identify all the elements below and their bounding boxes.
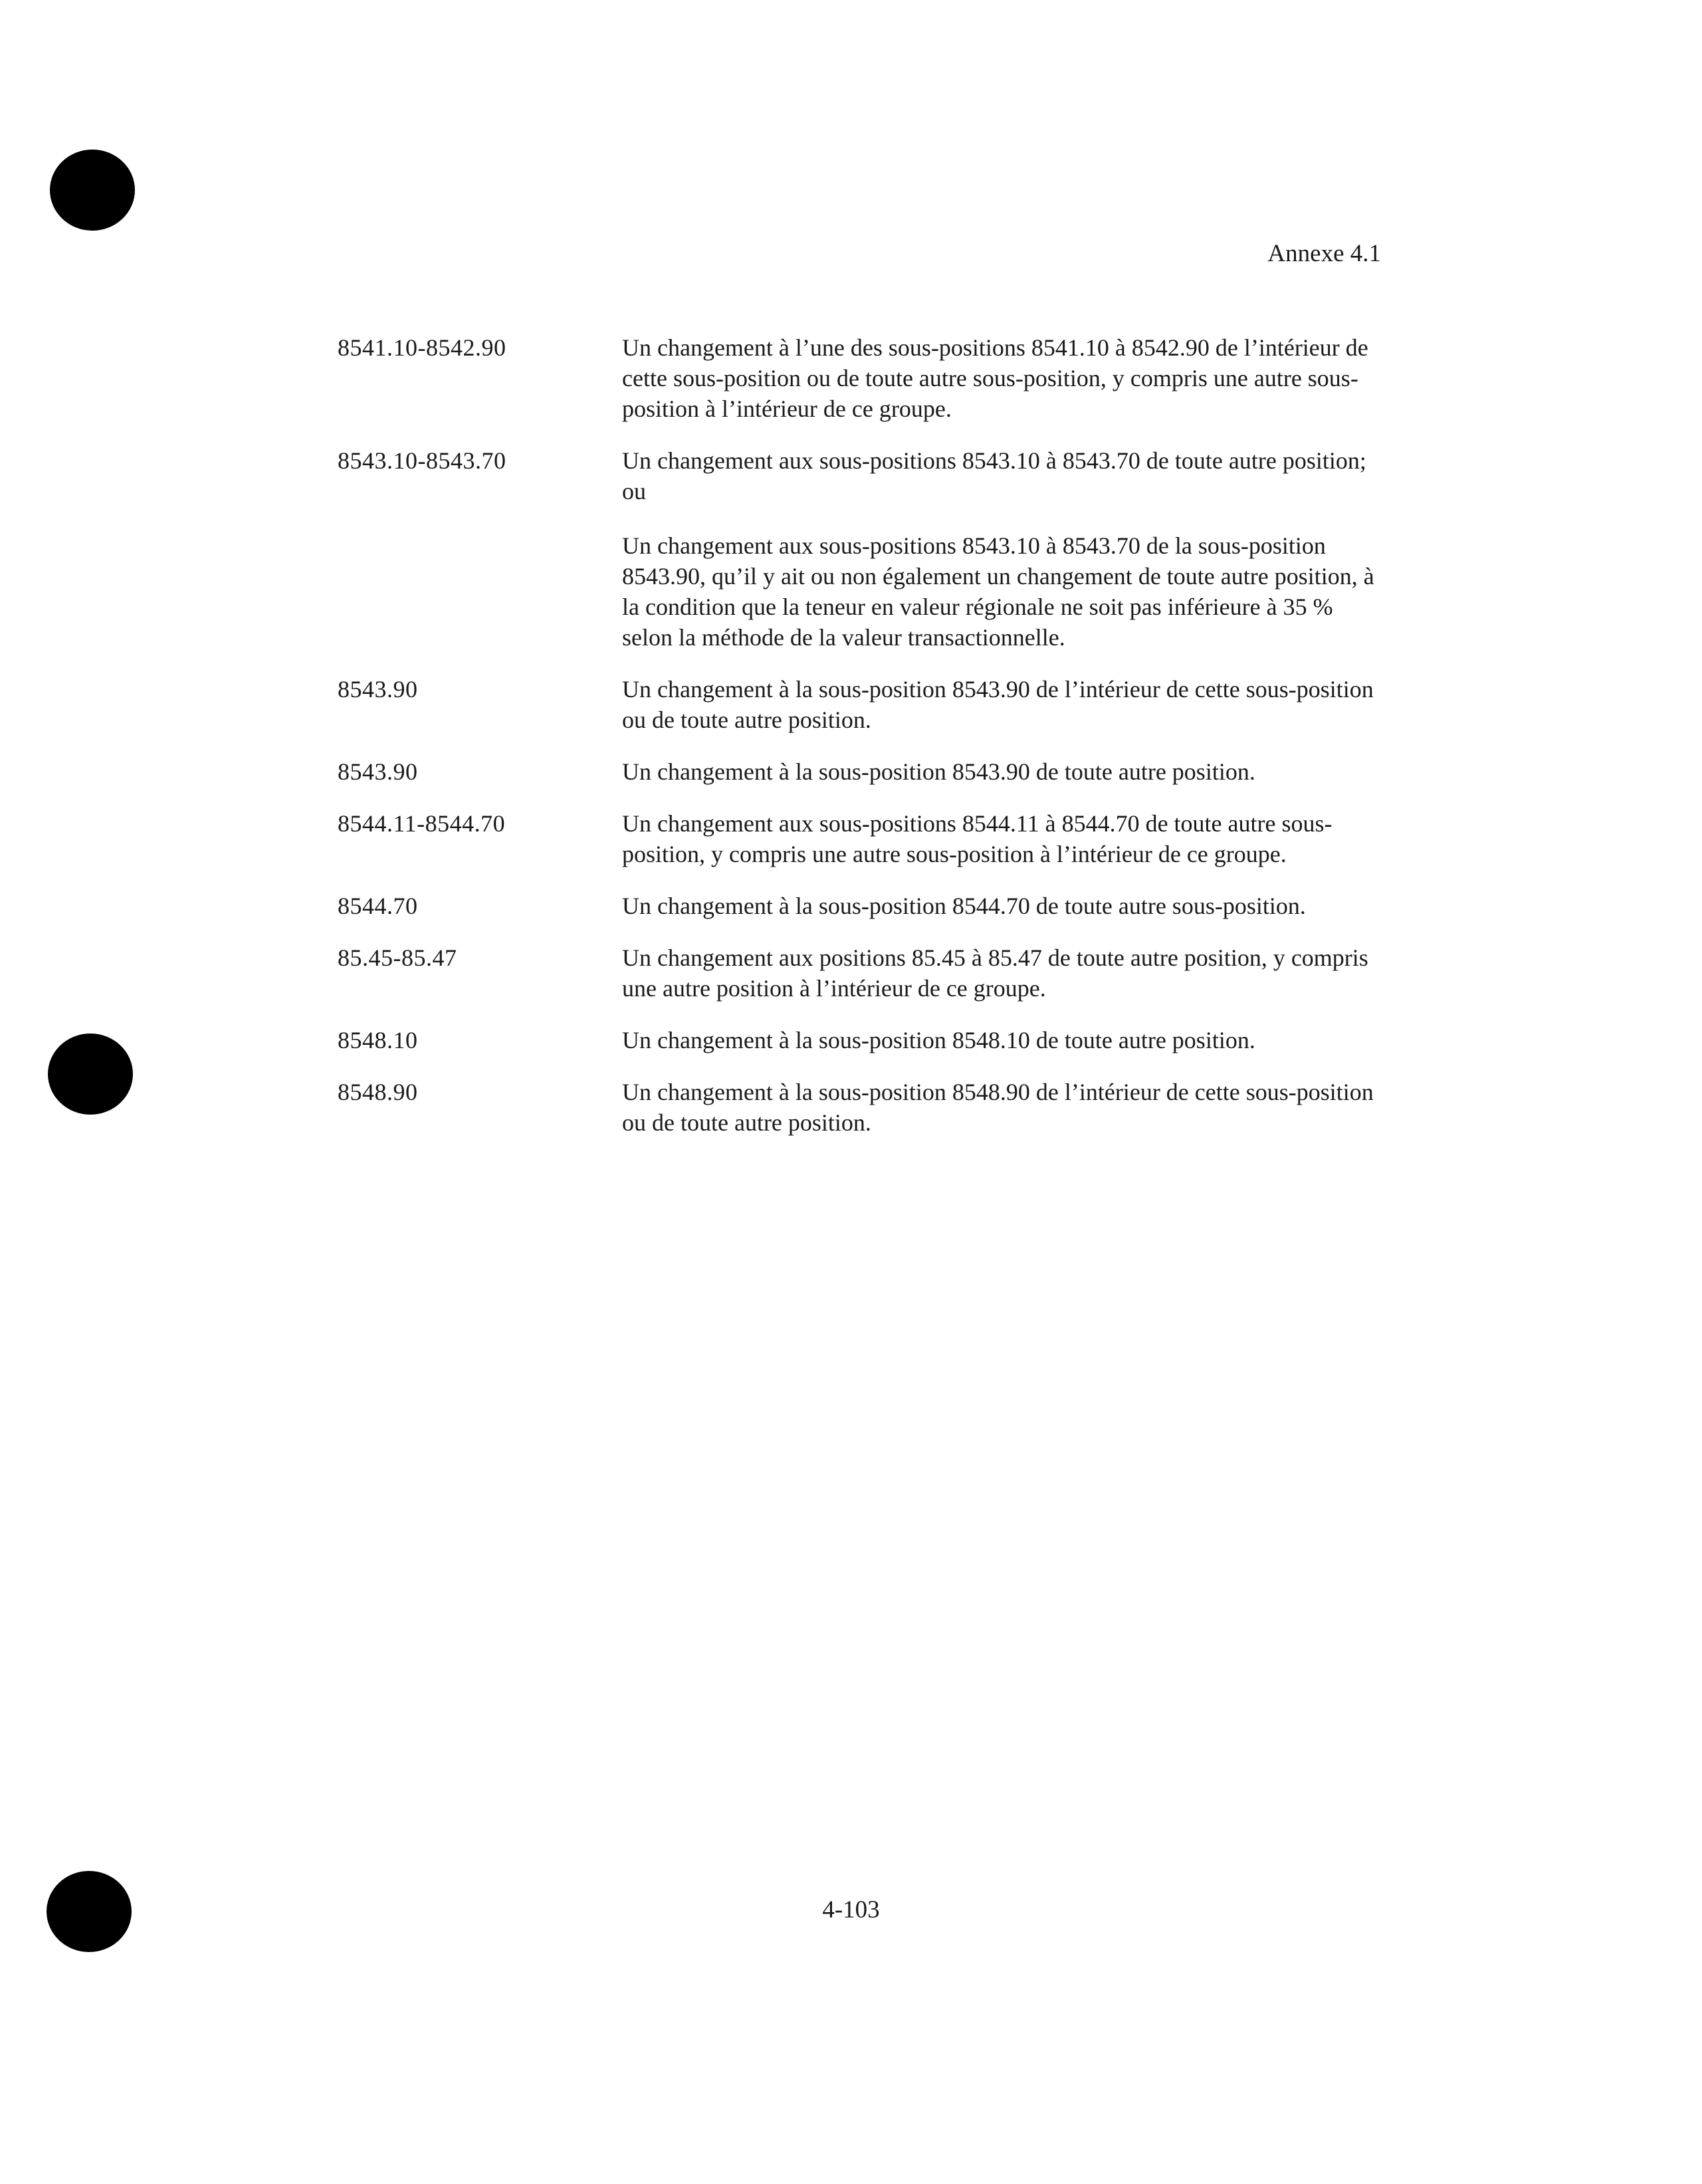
tariff-code: 85.45-85.47 (338, 944, 457, 971)
rule-paragraph: Un changement à la sous-position 8543.90 de l’intérieur de cette sous-position ou de toute autre position. (622, 676, 1374, 733)
rule-description (622, 942, 1388, 1004)
rule-description (622, 332, 1388, 424)
tariff-code: 8544.11-8544.70 (338, 810, 506, 837)
rule-description (622, 1025, 1388, 1055)
punch-hole-top (50, 150, 135, 231)
rule-paragraph: Un changement aux positions 85.45 à 85.47 de toute autre position, y compris une autre position à l’intérieur de ce groupe. (622, 944, 1368, 1002)
rule-description (622, 674, 1388, 735)
rule-paragraph: Un changement à la sous-position 8548.10 de toute autre position. (622, 1027, 1255, 1053)
tariff-code: 8543.90 (338, 758, 418, 785)
rule-row (338, 1077, 1388, 1138)
rules-of-origin-list (338, 332, 1388, 1159)
tariff-code: 8543.10-8543.70 (338, 447, 506, 474)
rule-description (622, 1077, 1388, 1138)
rule-paragraph: Un changement aux sous-positions 8544.11 à 8544.70 de toute autre sous-position, y compris une autre sous-position à l’intérieur de ce groupe. (622, 810, 1332, 867)
rule-paragraph: Un changement à la sous-position 8543.90 de toute autre position. (622, 758, 1255, 785)
tariff-code: 8548.90 (338, 1079, 418, 1105)
rule-row (338, 756, 1388, 787)
rule-paragraph: Un changement aux sous-positions 8543.10 à 8543.70 de toute autre position; ou (622, 447, 1366, 504)
tariff-code: 8548.10 (338, 1027, 418, 1053)
tariff-code: 8544.70 (338, 893, 418, 919)
tariff-code: 8543.90 (338, 676, 418, 703)
rule-paragraph: Un changement à l’une des sous-positions 8541.10 à 8542.90 de l’intérieur de cette sous-position ou de toute autre sous-position, y compris une autre sous-position à l’intérieur de ce groupe. (622, 334, 1368, 422)
rule-description (622, 808, 1388, 869)
annex-heading: Annexe 4.1 (1267, 240, 1381, 267)
rule-row (338, 445, 1388, 653)
rule-row (338, 891, 1388, 921)
rule-paragraph: Un changement à la sous-position 8544.70 de toute autre sous-position. (622, 893, 1306, 919)
rule-row (338, 1025, 1388, 1055)
rule-row (338, 808, 1388, 869)
rule-row (338, 942, 1388, 1004)
rule-paragraph: Un changement à la sous-position 8548.90 de l’intérieur de cette sous-position ou de toute autre position. (622, 1079, 1374, 1136)
page-number: 4-103 (822, 1896, 880, 1923)
rule-description (622, 445, 1388, 653)
tariff-code: 8541.10-8542.90 (338, 334, 506, 361)
rule-description (622, 756, 1388, 787)
rule-row (338, 332, 1388, 424)
rule-description (622, 891, 1388, 921)
punch-hole-middle (48, 1034, 133, 1115)
rule-paragraph: Un changement aux sous-positions 8543.10 à 8543.70 de la sous-position 8543.90, qu’il y ait ou non également un changement de toute autre position, à la condition que la teneur en valeur régionale ne soit pas inférieure à 35 % selon la méthode de la valeur transactionnelle. (622, 532, 1374, 651)
rule-row (338, 674, 1388, 735)
